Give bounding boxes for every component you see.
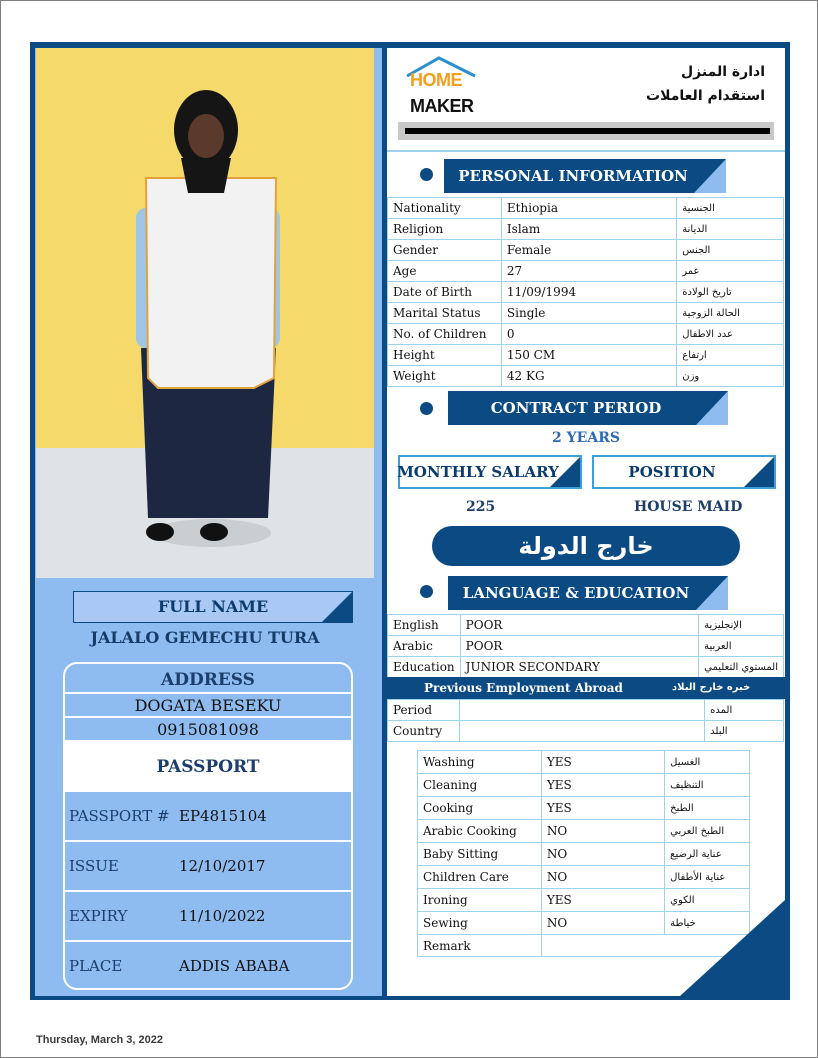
personal-row: No. of Children 0 عدد الاطفال [388, 324, 784, 345]
personal-row: Marital Status Single الحالة الزوجية [388, 303, 784, 324]
passport-row-value: 12/10/2017 [179, 857, 266, 875]
arabic-header-line2: استقدام العاملات [646, 88, 765, 104]
personal-row: Gender Female الجنس [388, 240, 784, 261]
monthly-salary-value: 225 [466, 499, 496, 515]
personal-row: Date of Birth 11/09/1994 تاريخ الولادة [388, 282, 784, 303]
language-row: English POOR الإنجليزية [388, 615, 784, 636]
previous-row: Period المده [388, 700, 784, 721]
bullet-icon [420, 168, 433, 181]
language-row: Arabic POOR العربية [388, 636, 784, 657]
passport-row-label: ISSUE [69, 857, 119, 875]
person-figure [36, 48, 374, 578]
skill-row: Arabic Cooking NO الطبخ العربي [418, 820, 750, 843]
language-table [387, 614, 784, 678]
monthly-salary-header: MONTHLY SALARY [398, 455, 582, 489]
abroad-badge: خارج الدولة [432, 526, 740, 566]
skill-row: Cooking YES الطبخ [418, 797, 750, 820]
passport-row [65, 842, 351, 892]
passport-header: PASSPORT [65, 742, 351, 792]
personal-row: Age 27 عمر [388, 261, 784, 282]
skill-row: Ironing YES الكوي [418, 889, 750, 912]
personal-info-table [387, 197, 784, 387]
personal-row: Religion Islam الديانة [388, 219, 784, 240]
passport-row-value: EP4815104 [179, 807, 267, 825]
fullname-value: JALALO GEMECHU TURA [90, 628, 320, 647]
passport-row-label: EXPIRY [69, 907, 128, 925]
position-value: HOUSE MAID [634, 499, 743, 515]
personal-row: Weight 42 KG وزن [388, 366, 784, 387]
address-passport-box [63, 662, 353, 990]
personal-row: Nationality Ethiopia الجنسية [388, 198, 784, 219]
skill-row: Children Care NO عناية الأطفال [418, 866, 750, 889]
previous-employment-table [387, 699, 784, 742]
arabic-header-line1: ادارة المنزل [681, 64, 765, 80]
logo-maker-text: MAKER [410, 96, 474, 116]
passport-row-label: PLACE [69, 957, 123, 975]
position-header: POSITION [592, 455, 776, 489]
passport-row [65, 892, 351, 942]
footer-date: Thursday, March 3, 2022 [36, 1034, 163, 1046]
corner-decoration [680, 900, 785, 996]
contract-period-header: CONTRACT PERIOD [448, 391, 728, 425]
header-rule [387, 150, 785, 152]
language-education-header: LANGUAGE & EDUCATION [448, 576, 728, 610]
skill-row: Washing YES الغسيل [418, 751, 750, 774]
passport-row-value: ADDIS ABABA [179, 957, 290, 975]
bullet-icon [420, 402, 433, 415]
skill-row: Cleaning YES التنظيف [418, 774, 750, 797]
skill-row: Baby Sitting NO عناية الرضيع [418, 843, 750, 866]
remark-row: Remark [418, 935, 750, 957]
passport-row-label: PASSPORT # [69, 807, 170, 825]
passport-row-value: 11/10/2022 [179, 907, 266, 925]
candidate-photo [36, 48, 374, 578]
contract-period-value: 2 YEARS [552, 430, 620, 446]
logo-home-text: HOME [410, 70, 462, 90]
address-header: ADDRESS [65, 664, 351, 694]
passport-row [65, 942, 351, 990]
language-row: Education JUNIOR SECONDARY المستوي التعليمي [388, 657, 784, 678]
passport-row [65, 792, 351, 842]
skill-row: Sewing NO خياطة [418, 912, 750, 935]
address-value: DOGATA BESEKU [65, 694, 351, 718]
personal-row: Height 150 CM ارتفاع [388, 345, 784, 366]
header-divider-inner [405, 128, 770, 134]
previous-employment-header: Previous Employment Abroad خبره خارج البلاد [387, 677, 785, 699]
personal-info-header: PERSONAL INFORMATION [444, 159, 726, 193]
fullname-header: FULL NAME [73, 591, 353, 623]
phone-value: 0915081098 [65, 718, 351, 742]
bullet-icon [420, 585, 433, 598]
previous-row: Country البلد [388, 721, 784, 742]
